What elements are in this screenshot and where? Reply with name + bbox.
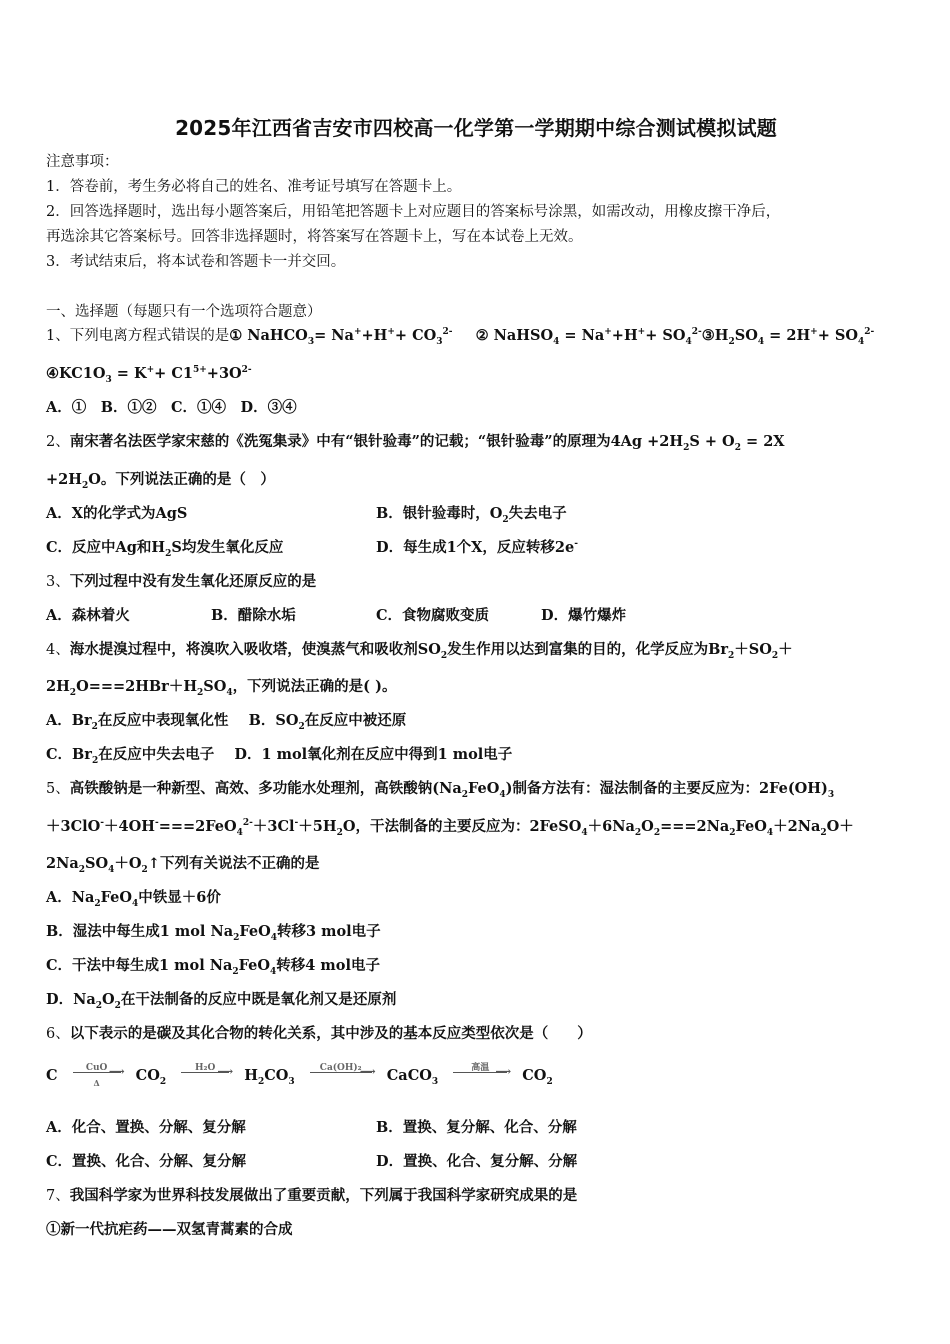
q5-option-c: C．干法中每生成1 mol $Na_2FeO_4$转移4 mol电子: [46, 957, 380, 977]
notice-item-3: 3．考试结束后，将本试卷和答题卡一并交回。: [46, 254, 346, 270]
q6-option-b: B．置换、复分解、化合、分解: [376, 1119, 577, 1136]
q4-option-d: D．1 mol氧化剂在反应中得到1 mol电子: [234, 746, 513, 763]
question-4-cont: $2H_2O===2HBr+H_2SO_4$，下列说法正确的是( )。: [46, 678, 397, 698]
notice-item-2: 2．回答选择题时，选出每小题答案后，用铅笔把答题卡上对应题目的答案标号涂黑，如需改动，用橡皮擦干净后，: [46, 204, 781, 220]
arrow-icon: 高温 ⟶: [449, 1066, 511, 1086]
q4-options-row-1: [46, 711, 406, 731]
chain-c: C: [46, 1067, 58, 1084]
q1-eq-3: $③H_2SO_4 = 2H^++ SO_4^{2-}$: [701, 327, 875, 347]
q2-options-row-1: [46, 504, 906, 524]
notice-item-1: 1．答卷前，考生务必将自己的姓名、准考证号填写在答题卡上。: [46, 179, 462, 195]
question-5-cont-2: $2Na_2SO_4+O_2↑$下列有关说法不正确的是: [46, 855, 320, 875]
question-6: 6、以下表示的是碳及其化合物的转化关系，其中涉及的基本反应类型依次是（ ）: [46, 1025, 592, 1042]
section-heading: 一、选择题（每题只有一个选项符合题意）: [46, 304, 322, 320]
notice-item-2-cont: 再选涂其它答案标号。回答非选择题时，将答案写在答题卡上，写在本试卷上无效。: [46, 229, 583, 245]
q3-option-c: C．食物腐败变质: [376, 607, 490, 624]
q4-option-c: C．$Br_2$在反应中失去电子: [46, 746, 215, 766]
q2-option-b: B．银针验毒时，$O_2$失去电子: [376, 505, 567, 525]
q1-options: A．① B．①② C．①④ D．③④: [46, 399, 297, 416]
q2-option-c: C．反应中Ag和$H_2S$均发生氧化反应: [46, 539, 284, 559]
q3-option-b: B．醋除水垢: [211, 607, 296, 624]
page-title: 2025年江西省吉安市四校高一化学第一学期期中综合测试模拟试题: [175, 116, 777, 140]
q4-options-row-2: [46, 745, 512, 765]
chain-h2co3: $H_2CO_3$: [244, 1067, 295, 1087]
q4-option-b: B．$SO_2$在反应中被还原: [248, 712, 407, 732]
q3-option-d: D．爆竹爆炸: [541, 607, 627, 624]
q2-option-a: A．X的化学式为AgS: [46, 505, 188, 522]
arrow-icon: CuO ⟶ Δ: [69, 1066, 125, 1086]
q3-options: [46, 606, 906, 626]
arrow-icon: Ca(OH)₂ ⟶: [306, 1066, 376, 1086]
question-1: [46, 326, 874, 346]
arrow-icon: H₂O ⟶: [177, 1066, 233, 1086]
q1-eq-1: ① NaHCO$_3$= $Na^++H^++ CO_3^{2-}$: [229, 327, 453, 347]
question-2-cont: $+2H_2O$。下列说法正确的是（ ）: [46, 471, 275, 491]
q5-option-a: A．$Na_2FeO_4$中铁显＋6价: [46, 889, 221, 909]
chain-caco3: CaCO$_3$: [386, 1067, 439, 1087]
q2-options-row-2: [46, 538, 906, 558]
q6-option-a: A．化合、置换、分解、复分解: [46, 1119, 246, 1136]
q6-option-c: C．置换、化合、分解、复分解: [46, 1153, 247, 1170]
question-3: 3、下列过程中没有发生氧化还原反应的是: [46, 573, 317, 590]
q7-item-1: ①新一代抗疟药——双氢青蒿素的合成: [46, 1221, 293, 1238]
q4-option-a: A．$Br_2$在反应中表现氧化性: [46, 712, 229, 732]
question-5-cont-1: $+3ClO^-+4OH^-===2FeO_4^{2-}+3Cl^-+5H_2O$，干法制备的主要反应为：$2FeSO_4+6Na_2O_2===2Na_2FeO_4+2Na_2O+$: [46, 818, 854, 838]
q1-number: 1、: [46, 328, 70, 344]
q6-option-d: D．置换、化合、复分解、分解: [376, 1153, 578, 1170]
q3-option-a: A．森林着火: [46, 607, 130, 624]
q2-option-d: D．每生成1个X，反应转移2e-: [376, 539, 578, 556]
q1-eq-2: ② NaHSO$_4$ = $Na^++H^++ SO_4^{2-}$: [475, 327, 702, 347]
q6-options-row-2: [46, 1152, 906, 1172]
q5-option-d: D．$Na_2O_2$在干法制备的反应中既是氧化剂又是还原剂: [46, 991, 397, 1011]
q1-eq-4: $④KC1O_3 = K^++ C1^{5+}+3O^{2-}$: [46, 365, 252, 385]
question-2: 2、南宋著名法医学家宋慈的《洗冤集录》中有“银针验毒”的记载；“银针验毒”的原理为$4Ag +2H_2S + O_2 = 2X$: [46, 433, 785, 453]
chain-co2-final: $CO_2$: [522, 1067, 553, 1087]
q5-option-b: B．湿法中每生成1 mol $Na_2FeO_4$转移3 mol电子: [46, 923, 381, 943]
question-5: 5、高铁酸钠是一种新型、高效、多功能水处理剂，高铁酸钠$(Na_2FeO_4)$制备方法有：湿法制备的主要反应为：$2Fe(OH)_3$: [46, 780, 835, 800]
notice-heading: 注意事项：: [46, 154, 119, 170]
q1-text: 下列电离方程式错误的是: [69, 328, 230, 344]
question-4: 4、海水提溴过程中，将溴吹入吸收塔，使溴蒸气和吸收剂$SO_2$发生作用以达到富集的目的，化学反应为$Br_2+SO_2+$: [46, 641, 793, 661]
q6-options-row-1: [46, 1118, 906, 1138]
question-7: 7、我国科学家为世界科技发展做出了重要贡献，下列属于我国科学家研究成果的是: [46, 1187, 578, 1204]
q6-conversion-chain: [46, 1063, 553, 1088]
chain-co2: $CO_2$: [135, 1067, 167, 1087]
